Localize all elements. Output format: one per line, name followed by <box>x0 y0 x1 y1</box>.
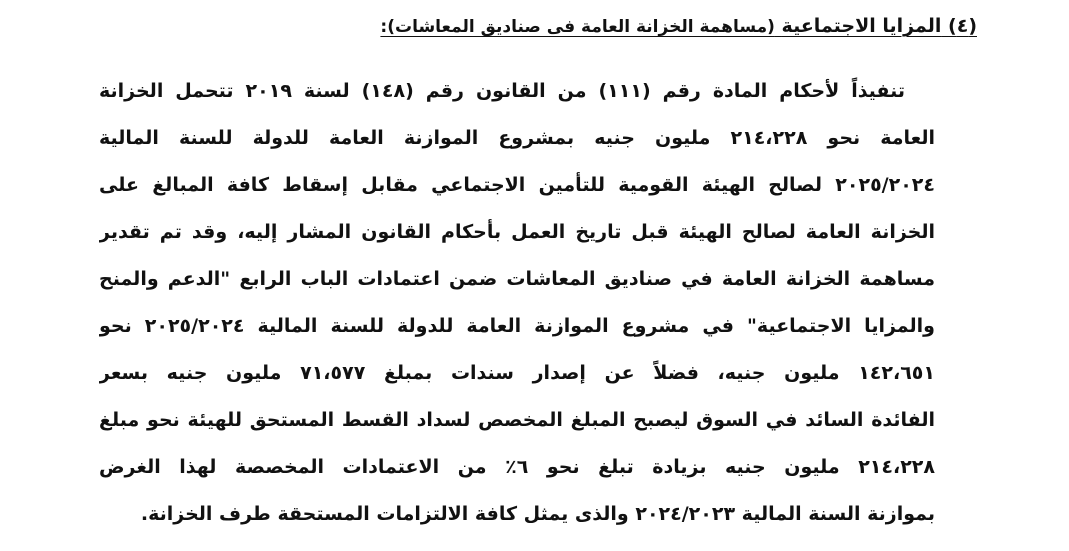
section-heading <box>380 14 977 40</box>
paragraph-line: الخزانة العامة لصالح الهيئة قبل تاريخ العمل بأحكام القانون المشار إليه، وقد تم تقدير <box>99 221 935 243</box>
paragraph-line: بموازنة السنة المالية ٢٠٢٤/٢٠٢٣ والذى يمثل كافة الالتزامات المستحقة طرف الخزانة. <box>140 503 935 525</box>
paragraph-line: تنفيذاً لأحكام المادة رقم (١١١) من القانون رقم (١٤٨) لسنة ٢٠١٩ تتحمل الخزانة <box>99 80 905 102</box>
paragraph <box>99 68 935 538</box>
paragraph-line: ٢٠٢٥/٢٠٢٤ لصالح الهيئة القومية للتأمين الاجتماعي مقابل إسقاط كافة المبالغ على <box>99 174 935 196</box>
paragraph-line: العامة نحو ٢١٤،٢٢٨ مليون جنيه بمشروع الموازنة العامة للدولة للسنة المالية <box>99 127 935 149</box>
paragraph-line: الفائدة السائد في السوق ليصبح المبلغ المخصص لسداد القسط المستحق للهيئة نحو مبلغ <box>99 409 935 431</box>
section-number: (٤) <box>948 15 977 37</box>
paragraph-line: والمزايا الاجتماعية" في مشروع الموازنة العامة للدولة للسنة المالية ٢٠٢٥/٢٠٢٤ نحو <box>99 315 935 337</box>
paragraph-line: ٢١٤،٢٢٨ مليون جنيه بزيادة تبلغ نحو ٦٪ من الاعتمادات المخصصة لهذا الغرض <box>99 456 935 478</box>
section-subtitle: (مساهمة الخزانة العامة فى صناديق المعاشات): <box>380 17 775 37</box>
section-title: المزايا الاجتماعية <box>781 15 942 37</box>
paragraph-line: مساهمة الخزانة العامة في صناديق المعاشات ضمن اعتمادات الباب الرابع "الدعم والمنح <box>99 268 935 290</box>
paragraph-line: ١٤٢،٦٥١ مليون جنيه، فضلاً عن إصدار سندات بمبلغ ٧١،٥٧٧ مليون جنيه بسعر <box>99 362 935 384</box>
